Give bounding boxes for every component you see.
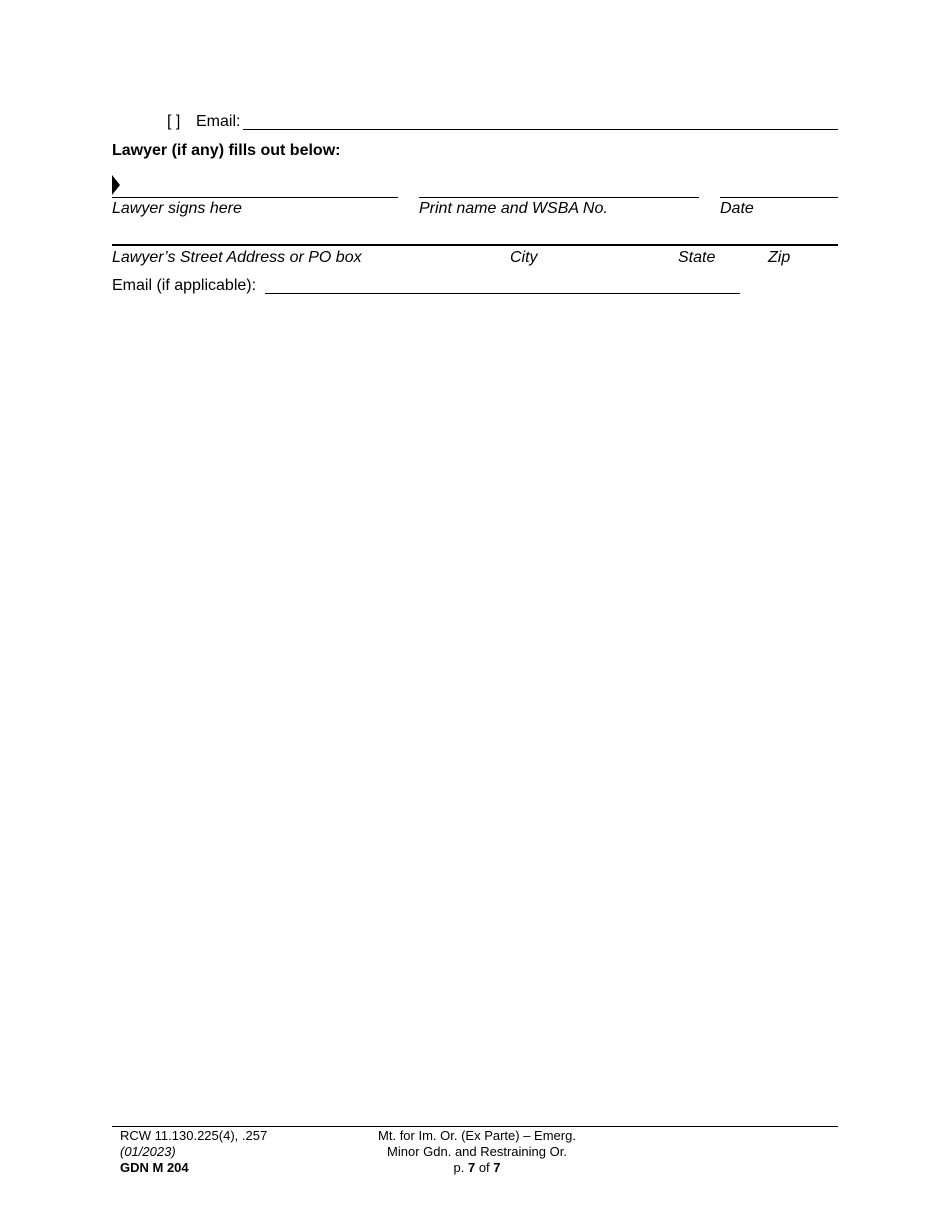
footer-divider	[112, 1126, 838, 1127]
zip-label: Zip	[768, 249, 791, 266]
page-number	[343, 1160, 611, 1176]
footer-left-block	[120, 1128, 267, 1176]
form-title-line-1: Mt. for Im. Or. (Ex Parte) – Emerg.	[378, 1128, 576, 1143]
email-checkbox[interactable]: [ ]	[167, 113, 181, 130]
sign-here-arrow-icon	[112, 175, 120, 195]
form-revision-date: (01/2023)	[120, 1144, 176, 1159]
lawyer-signs-here-label: Lawyer signs here	[112, 200, 242, 217]
page-of: of	[478, 1160, 490, 1175]
lawyer-signature-line[interactable]	[112, 197, 398, 198]
date-label: Date	[720, 200, 754, 217]
page-prefix: p.	[453, 1160, 465, 1175]
city-label: City	[510, 249, 538, 266]
date-line[interactable]	[720, 197, 838, 198]
email-field-line[interactable]	[243, 129, 838, 130]
lawyer-section-heading: Lawyer (if any) fills out below:	[112, 142, 341, 159]
address-line[interactable]	[112, 244, 838, 246]
form-number: GDN M 204	[120, 1160, 189, 1175]
page-total: 7	[493, 1160, 501, 1175]
print-name-line[interactable]	[419, 197, 699, 198]
lawyer-email-label: Email (if applicable):	[112, 277, 257, 294]
address-label: Lawyer’s Street Address or PO box	[112, 249, 362, 266]
lawyer-email-line[interactable]	[265, 293, 740, 294]
print-name-label: Print name and WSBA No.	[419, 200, 608, 217]
form-title-line-2: Minor Gdn. and Restraining Or.	[387, 1144, 567, 1159]
page-current: 7	[467, 1160, 476, 1175]
email-label: Email:	[196, 113, 241, 130]
footer-center-block	[343, 1128, 611, 1176]
statute-reference: RCW 11.130.225(4), .257	[120, 1128, 268, 1143]
state-label: State	[678, 249, 716, 266]
